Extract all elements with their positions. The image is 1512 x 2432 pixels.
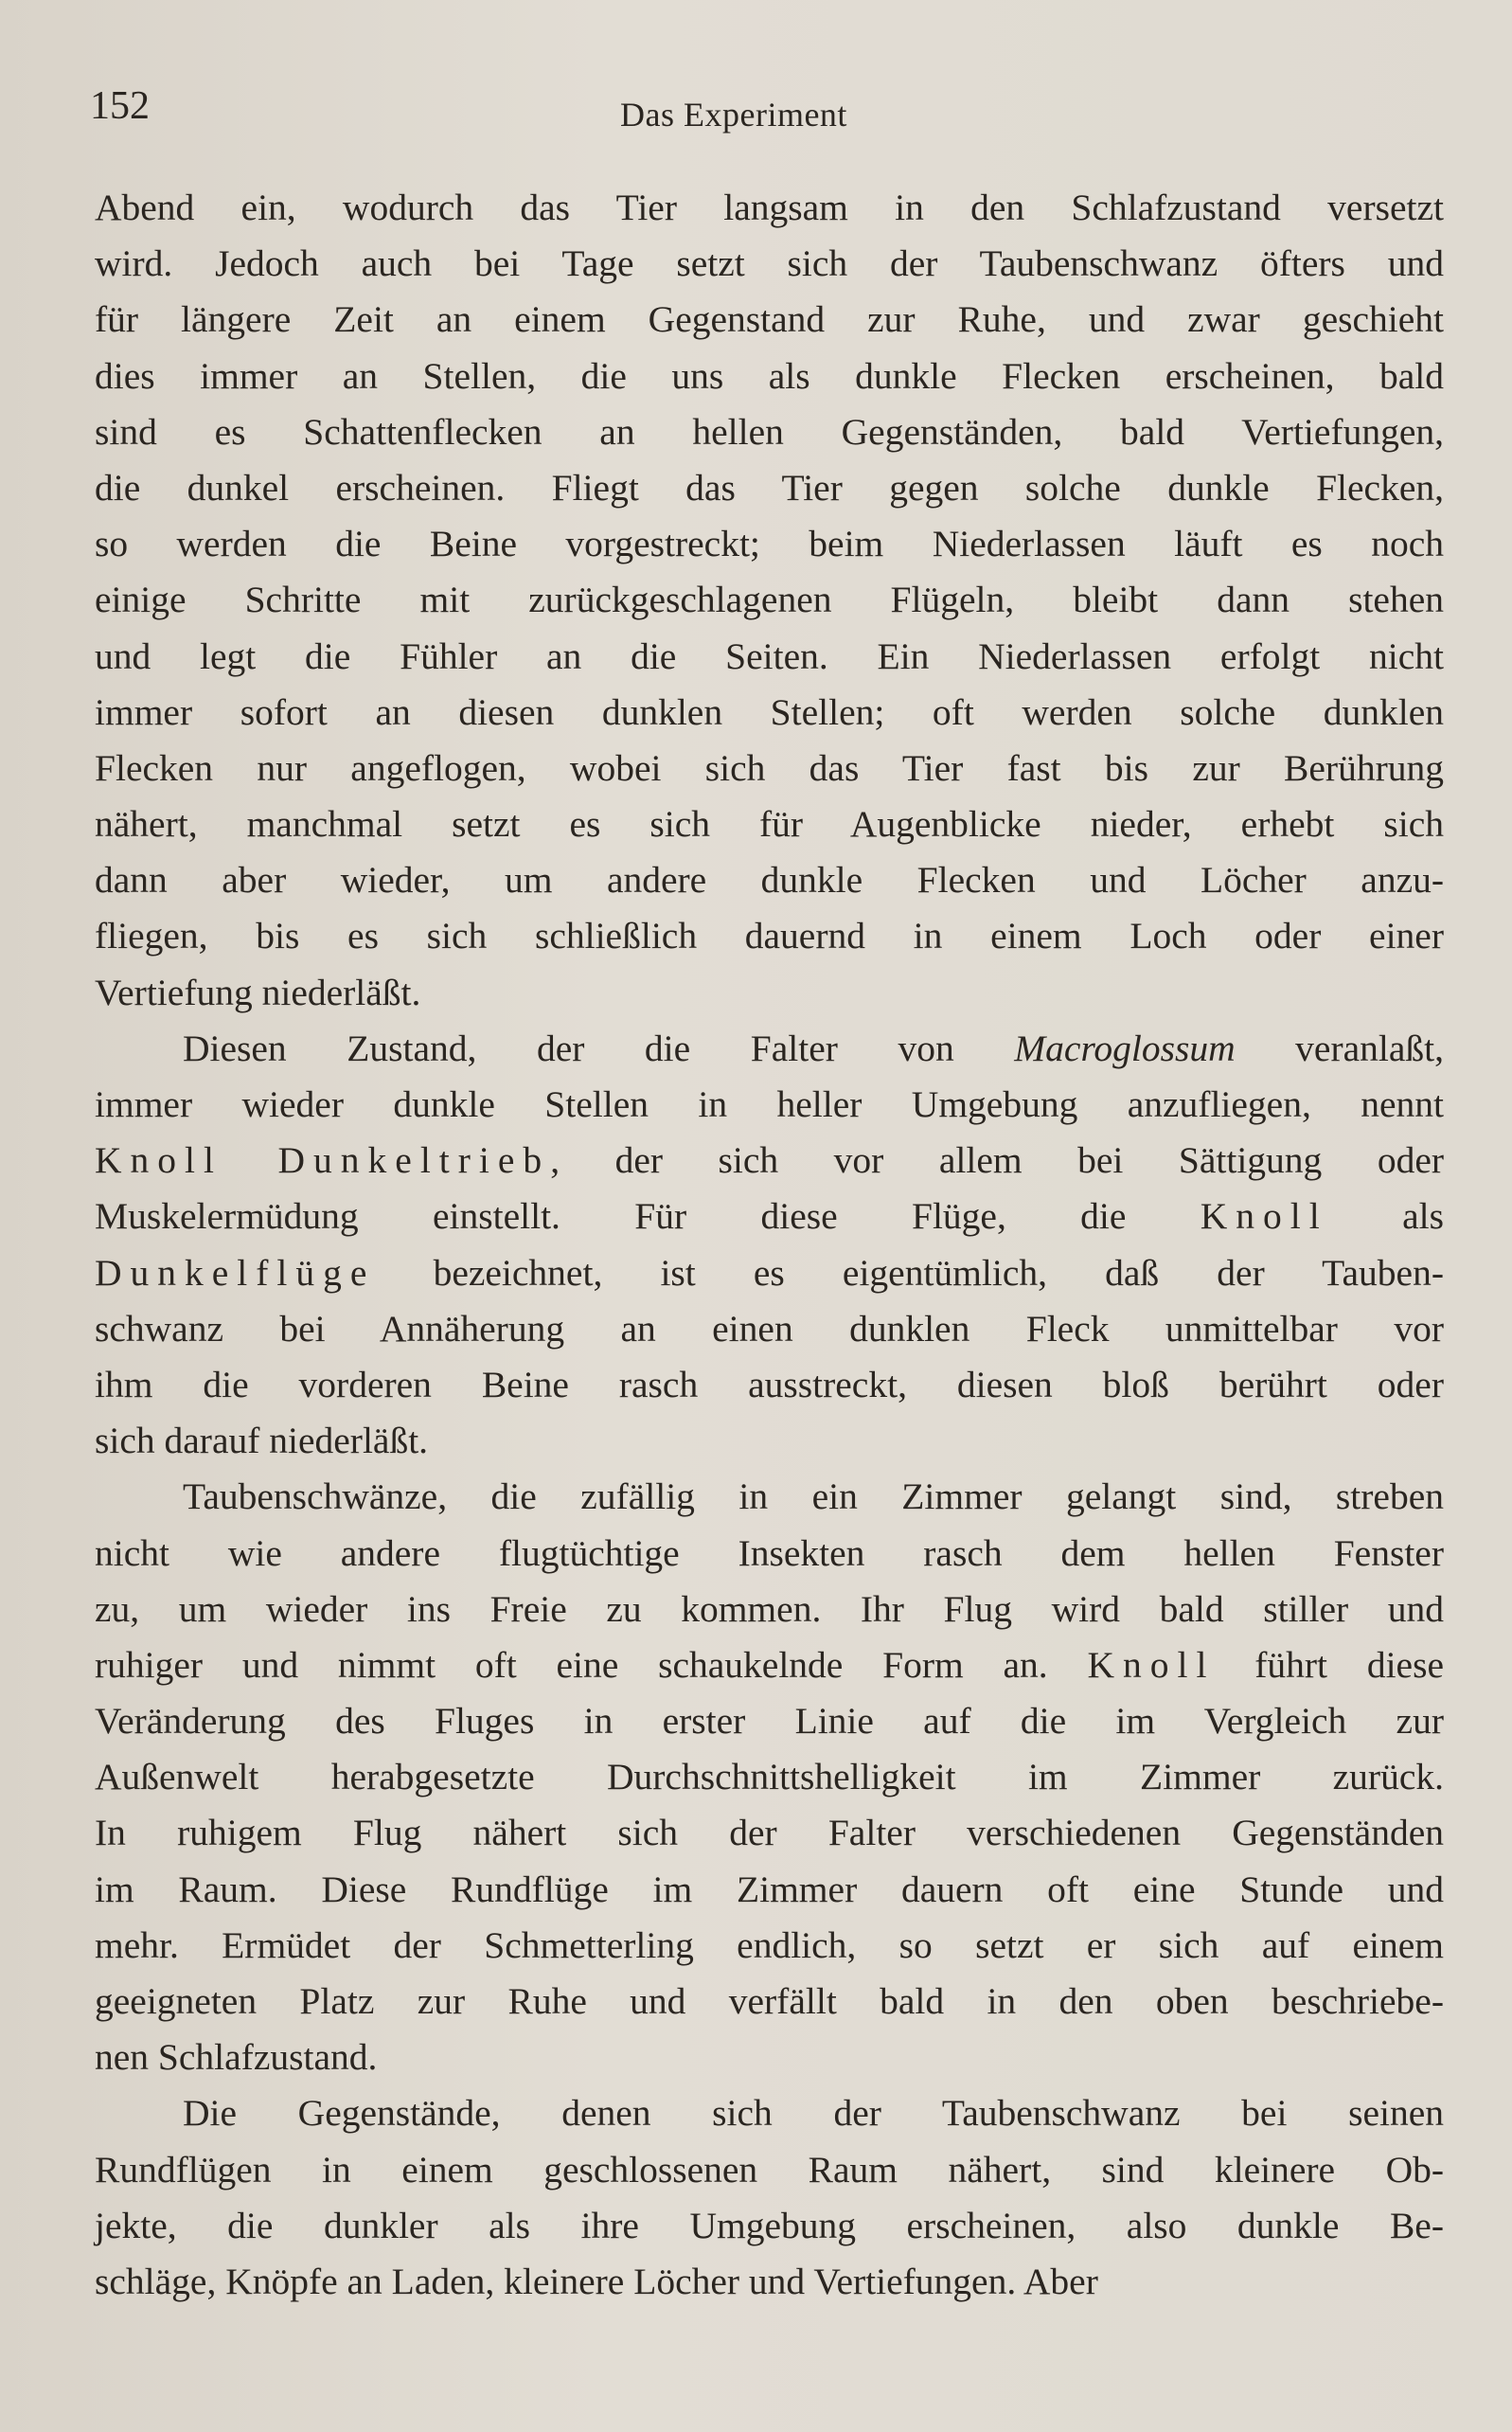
running-title: Das Experiment (620, 96, 847, 134)
text-line: schläge, Knöpfe an Laden, kleinere Löcher und Vertiefungen. Aber (95, 2260, 1098, 2302)
text-line: nicht wie andere flugtüchtige Insekten rasch dem hellen Fenster (95, 1531, 1444, 1574)
text-line: Rundflügen in einem geschlossenen Raum nähert, sind kleinere Ob- (95, 2148, 1444, 2191)
text-line: nähert, manchmal setzt es sich für Augenblicke nieder, erhebt sich (95, 803, 1444, 846)
text-line: einige Schritte mit zurückgeschlagenen Flügeln, bleibt dann stehen (95, 579, 1444, 621)
text-line: Knoll Dunkeltrieb, der sich vor allem bei Sättigung oder (95, 1139, 1445, 1182)
text-line: die dunkel erscheinen. Fliegt das Tier gegen solche dunkle Flecken, (95, 466, 1444, 509)
text-line: Die Gegenstände, denen sich der Taubenschwanz bei seinen (183, 2092, 1444, 2135)
spaced-term: Dunkeltrieb (277, 1139, 551, 1182)
text-line: Veränderung des Fluges in erster Linie auf die im Vergleich zur (95, 1700, 1444, 1743)
text-line: im Raum. Diese Rundflüge im Zimmer dauern oft eine Stunde und (95, 1868, 1444, 1910)
text-line: immer wieder dunkle Stellen in heller Umgebung anzufliegen, nennt (95, 1083, 1444, 1125)
text-line: so werden die Beine vorgestreckt; beim Niederlassen läuft es noch (95, 523, 1444, 565)
body-text (95, 180, 1444, 2310)
text-line: nen Schlafzustand. (95, 2036, 378, 2079)
text-line: geeigneten Platz zur Ruhe und verfällt bald in den oben beschriebe- (95, 1980, 1444, 2022)
text-line: Taubenschwänze, die zufällig in ein Zimmer gelangt sind, streben (183, 1475, 1444, 1518)
text-line: Vertiefung niederläßt. (95, 971, 421, 1013)
text-line: Außenwelt herabgesetzte Durchschnittshelligkeit im Zimmer zurück. (95, 1756, 1444, 1798)
text-line: und legt die Fühler an die Seiten. Ein Niederlassen erfolgt nicht (95, 635, 1444, 677)
text-line: ruhiger und nimmt oft eine schaukelnde Form an. Knoll führt diese (95, 1643, 1444, 1686)
text-line: ihm die vorderen Beine rasch ausstreckt, diesen bloß berührt oder (95, 1363, 1444, 1405)
text-line: dann aber wieder, um andere dunkle Flecken und Löcher anzu- (95, 859, 1444, 902)
text-line: dies immer an Stellen, die uns als dunkle Flecken erscheinen, bald (95, 354, 1444, 397)
text-line: für längere Zeit an einem Gegenstand zur Ruhe, und zwar geschieht (95, 298, 1444, 341)
text-line: zu, um wieder ins Freie zu kommen. Ihr Flug wird bald stiller und (95, 1587, 1444, 1630)
text-line: Diesen Zustand, der die Falter von Macroglossum veranlaßt, (183, 1027, 1444, 1069)
text-line: Abend ein, wodurch das Tier langsam in den Schlafzustand versetzt (95, 187, 1444, 228)
spaced-term: Knoll (1087, 1643, 1216, 1686)
text-line: Flecken nur angeflogen, wobei sich das Tier fast bis zur Berührung (95, 746, 1444, 789)
text-line: jekte, die dunkler als ihre Umgebung erscheinen, also dunkle Be- (95, 2204, 1444, 2246)
text-line: Muskelermüdung einstellt. Für diese Flüge, die Knoll als (95, 1195, 1444, 1238)
italic-term: Macroglossum (1014, 1027, 1236, 1069)
spaced-term: Knoll (1200, 1195, 1328, 1238)
text-line: wird. Jedoch auch bei Tage setzt sich der Taubenschwanz öfters und (95, 242, 1444, 285)
spaced-term: Dunkelflüge (95, 1251, 376, 1294)
text-line: schwanz bei Annäherung an einen dunklen Fleck unmittelbar vor (95, 1307, 1444, 1350)
page-number: 152 (90, 84, 150, 128)
text-line: immer sofort an diesen dunklen Stellen; oft werden solche dunklen (95, 690, 1444, 733)
text-line: sind es Schattenflecken an hellen Gegenständen, bald Vertiefungen, (95, 410, 1444, 453)
text-line: fliegen, bis es sich schließlich dauernd in einem Loch oder einer (95, 915, 1444, 957)
text-line: sich darauf niederläßt. (95, 1420, 429, 1462)
text-line: Dunkelflüge bezeichnet, ist es eigentümlich, daß der Tauben- (95, 1251, 1444, 1294)
text-line: In ruhigem Flug nähert sich der Falter verschiedenen Gegenständen (95, 1812, 1444, 1854)
spaced-term: Knoll (95, 1139, 222, 1182)
page-header (90, 83, 1444, 140)
text-line: mehr. Ermüdet der Schmetterling endlich, so setzt er sich auf einem (95, 1923, 1444, 1966)
